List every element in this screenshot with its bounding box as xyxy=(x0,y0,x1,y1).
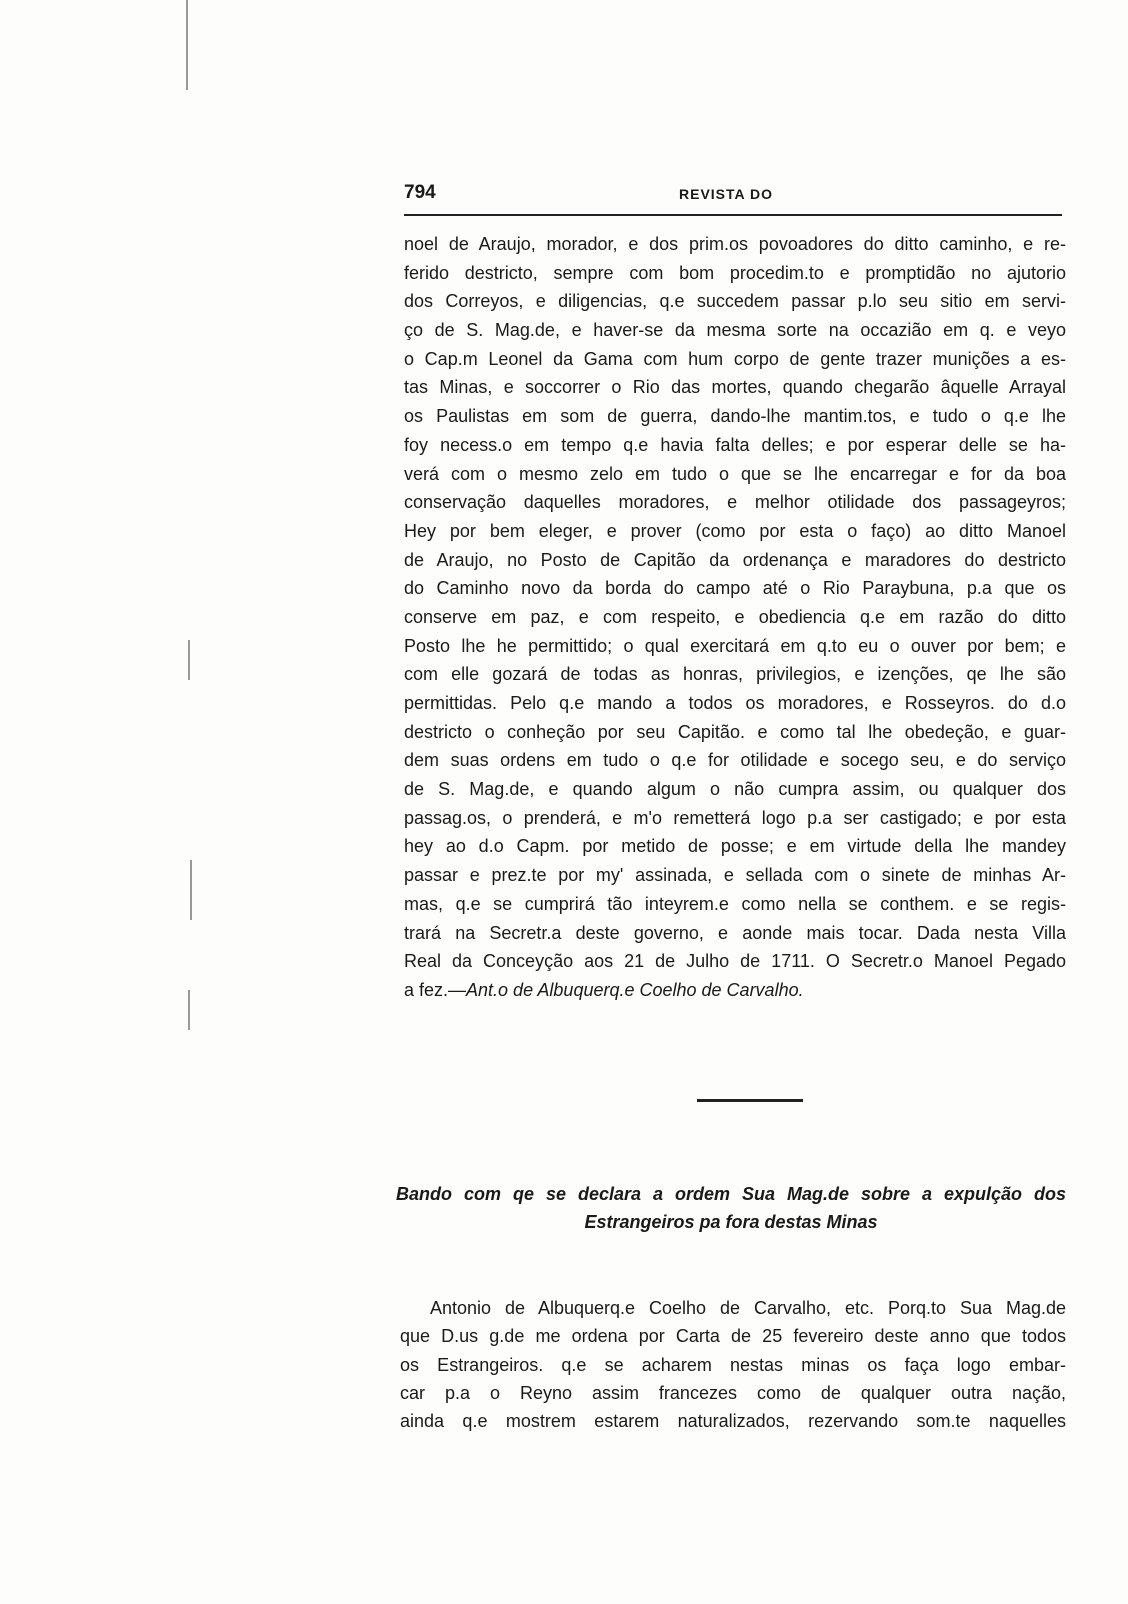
margin-scan-mark xyxy=(188,640,190,680)
text-line: dem suas ordens em tudo o q.e for otilidade e socego seu, e do serviço xyxy=(404,750,1066,771)
text-line: hey ao d.o Capm. por metido de posse; e em virtude della lhe mandey xyxy=(404,836,1066,857)
section-title-line: Bando com qe se declara a ordem Sua Mag.de sobre a expulção dos xyxy=(396,1184,1066,1204)
signature: Ant.o de Albuquerq.e Coelho de Carvalho. xyxy=(466,979,804,1000)
text-block-1 xyxy=(404,230,1066,1005)
text-line: o Cap.m Leonel da Gama com hum corpo de gente trazer munições a es- xyxy=(404,348,1066,369)
text-line: ço de S. Mag.de, e haver-se da mesma sorte na occazião em q. e veyo xyxy=(404,320,1066,341)
closing-prefix: a fez.— xyxy=(404,979,467,1000)
text-line: verá com o mesmo zelo em tudo o que se lhe encarregar e for da boa xyxy=(404,463,1066,484)
text-block-2 xyxy=(400,1294,1066,1435)
text-line: Posto lhe he permittido; o qual exercitará em q.to eu o ouver por bem; e xyxy=(404,635,1066,656)
text-line: noel de Araujo, morador, e dos prim.os povoadores do ditto caminho, e re- xyxy=(404,234,1066,254)
text-line: passar e prez.te por my' assinada, e sellada com o sinete de minhas Ar- xyxy=(404,865,1066,886)
section-title-line: Estrangeiros pa fora destas Minas xyxy=(584,1212,878,1232)
text-line: passag.os, o prenderá, e m'o remetterá logo p.a ser castigado; e por esta xyxy=(404,807,1066,828)
text-line: os Estrangeiros. q.e se acharem nestas minas os faça logo embar- xyxy=(400,1354,1066,1375)
text-line: Hey por bem eleger, e prover (como por esta o faço) ao ditto Manoel xyxy=(404,520,1066,541)
text-line: Antonio de Albuquerq.e Coelho de Carvalho, etc. Porq.to Sua Mag.de xyxy=(430,1298,1066,1318)
text-line: mas, q.e se cumprirá tão inteyrem.e como nella se conthem. e se regis- xyxy=(404,893,1066,914)
text-line: destricto o conheção por seu Capitão. e como tal lhe obedeção, e guar- xyxy=(404,721,1066,742)
text-line: trará na Secretr.a deste governo, e aonde mais tocar. Dada nesta Villa xyxy=(404,922,1066,943)
text-line: Real da Conceyção aos 21 de Julho de 1711. O Secretr.o Manoel Pegado xyxy=(404,951,1066,972)
text-line: dos Correyos, e diligencias, q.e succedem passar p.lo seu sitio em servi- xyxy=(404,291,1066,312)
text-line: car p.a o Reyno assim francezes como de qualquer outra nação, xyxy=(400,1382,1066,1403)
text-line: de Araujo, no Posto de Capitão da ordenança e maradores do destricto xyxy=(404,549,1066,570)
text-line: ainda q.e mostrem estarem naturalizados, rezervando som.te naquelles xyxy=(400,1411,1066,1432)
section-divider xyxy=(697,1099,803,1102)
page-header xyxy=(404,178,1062,216)
margin-scan-mark xyxy=(190,860,192,920)
text-line: conserve em paz, e com respeito, e obediencia q.e em razão do ditto xyxy=(404,606,1066,627)
margin-scan-mark xyxy=(186,0,188,90)
page-number: 794 xyxy=(404,182,436,203)
section-title xyxy=(396,1180,1066,1236)
closing-line xyxy=(404,976,1066,1005)
text-line: permittidas. Pelo q.e mando a todos os moradores, e Rosseyros. do d.o xyxy=(404,693,1066,713)
text-line: com elle gozará de todas as honras, privilegios, e izenções, qe lhe são xyxy=(404,664,1066,685)
text-line: foy necess.o em tempo q.e havia falta delles; e por esperar delle se ha- xyxy=(404,434,1066,455)
text-line: de S. Mag.de, e quando algum o não cumpra assim, ou qualquer dos xyxy=(404,779,1066,800)
running-head: REVISTA DO xyxy=(679,186,774,202)
text-line: que D.us g.de me ordena por Carta de 25 fevereiro deste anno que todos xyxy=(400,1326,1066,1347)
text-line: do Caminho novo da borda do campo até o Rio Paraybuna, p.a que os xyxy=(404,578,1066,599)
margin-scan-mark xyxy=(188,990,190,1030)
text-line: tas Minas, e soccorrer o Rio das mortes, quando chegarão âquelle Arrayal xyxy=(404,377,1066,398)
text-line: conservação daquelles moradores, e melhor otilidade dos passageyros; xyxy=(404,492,1066,513)
text-line: ferido destricto, sempre com bom procedim.to e promptidão no ajutorio xyxy=(404,262,1066,283)
text-line: os Paulistas em som de guerra, dando-lhe mantim.tos, e tudo o q.e lhe xyxy=(404,406,1066,427)
